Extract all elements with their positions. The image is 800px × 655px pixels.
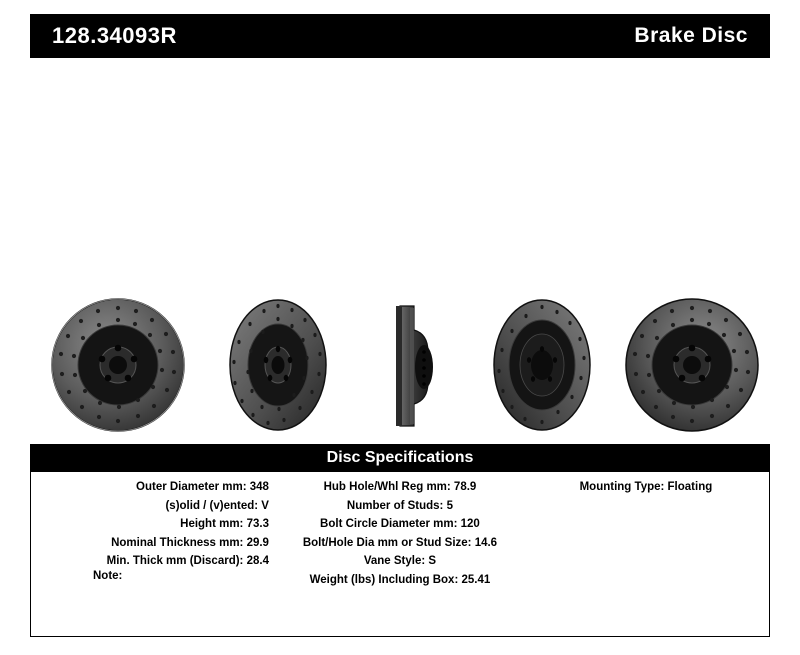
rotor-front-face-drilled-view-right xyxy=(620,290,770,440)
spec-height: Height mm: 73.3 xyxy=(180,518,269,530)
rotor-angled-drilled-view xyxy=(208,290,348,440)
note-label: Note: xyxy=(93,570,123,582)
rotor-edge-profile-view xyxy=(366,290,456,440)
page-title: Brake Disc xyxy=(634,24,748,47)
note-row xyxy=(93,570,122,582)
spec-weight: Weight (lbs) Including Box: 25.41 xyxy=(309,573,491,586)
spec-vane-style: Vane Style: S xyxy=(363,555,437,567)
spec-number-of-studs: Number of Studs: 5 xyxy=(346,499,453,512)
spec-outer-diameter: Outer Diameter mm: 348 xyxy=(136,481,269,493)
spec-column-right xyxy=(523,478,769,589)
part-number: 128.34093R xyxy=(52,23,177,48)
spec-solid-vented: (s)olid / (v)ented: V xyxy=(165,499,269,512)
spec-bolt-circle-diameter: Bolt Circle Diameter mm: 120 xyxy=(320,518,480,530)
spec-nominal-thickness: Nominal Thickness mm: 29.9 xyxy=(111,536,269,549)
spec-body xyxy=(30,472,770,637)
spec-mounting-type: Mounting Type: Floating xyxy=(579,481,713,493)
header-bar xyxy=(30,14,770,58)
spec-column-middle xyxy=(277,478,523,589)
product-image-row xyxy=(30,290,770,440)
spec-hub-hole: Hub Hole/Whl Reg mm: 78.9 xyxy=(323,481,477,493)
spec-min-thickness: Min. Thick mm (Discard): 28.4 xyxy=(106,555,269,567)
spec-columns xyxy=(31,478,769,589)
rotor-front-face-drilled-view xyxy=(40,290,200,440)
rotor-rear-hat-view xyxy=(472,290,612,440)
spec-bolt-hole-dia: Bolt/Hole Dia mm or Stud Size: 14.6 xyxy=(302,536,498,549)
spec-section-header: Disc Specifications xyxy=(30,444,770,472)
spec-column-left xyxy=(31,478,277,589)
